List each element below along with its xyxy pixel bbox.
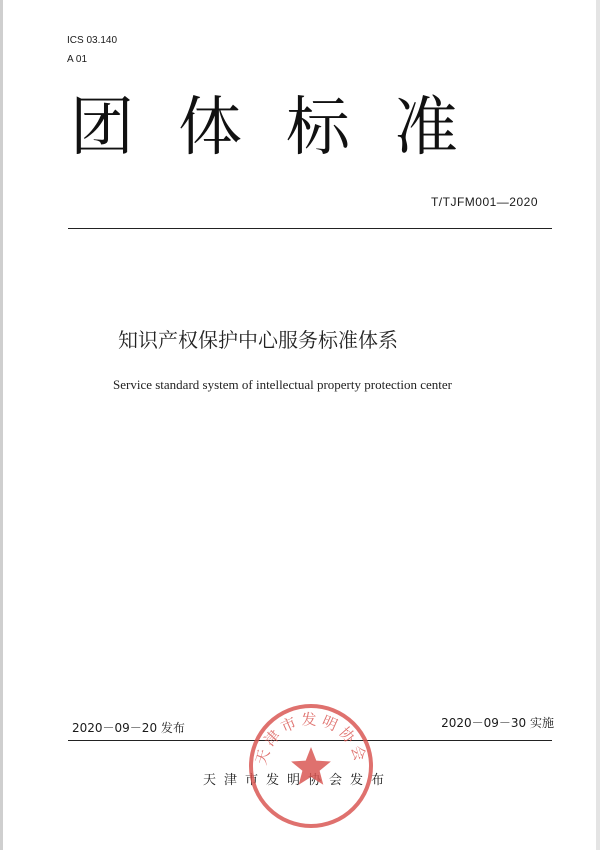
official-seal-stamp: [246, 701, 376, 831]
scan-left-edge: [0, 0, 3, 850]
standard-number: T/TJFM001—2020: [430, 195, 538, 209]
ics-code: ICS 03.140: [67, 35, 118, 46]
top-divider: [68, 228, 552, 229]
scan-right-edge: [596, 0, 600, 850]
seal-star: [291, 747, 331, 785]
title-english: Service standard system of intellectual property protection center: [113, 377, 452, 392]
issue-date: 2020－09－20 发布: [72, 721, 185, 735]
seal-text: 天津市发明协会: [251, 710, 371, 767]
publisher: 天津市发明协会发布: [203, 773, 393, 788]
document-type-heading: 团体标准: [70, 91, 502, 165]
implementation-date: 2020－09－30 实施: [441, 716, 554, 730]
ccs-code: A 01: [67, 54, 88, 65]
title-chinese: 知识产权保护中心服务标准体系: [118, 328, 398, 352]
